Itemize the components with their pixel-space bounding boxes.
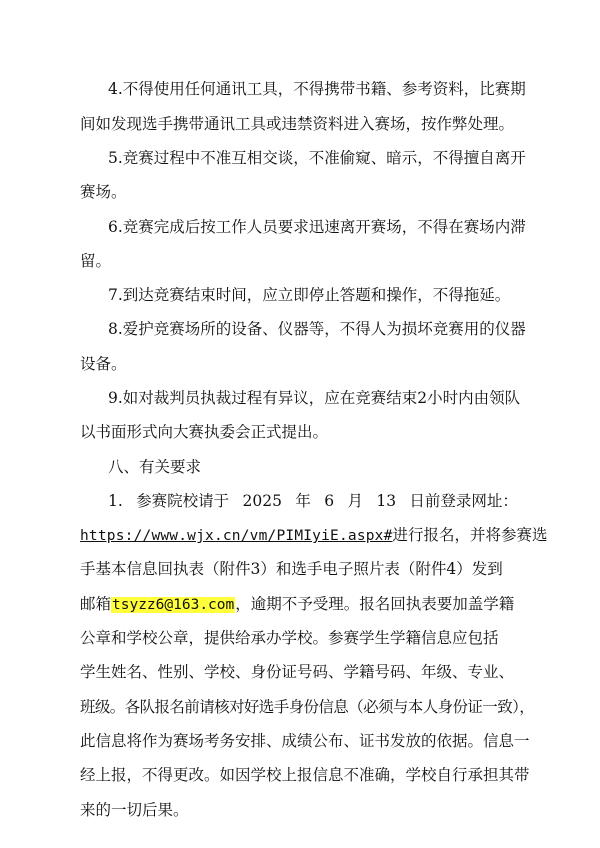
requirement-1-line-3: 手基本信息回执表（附件3）和选手电子照片表（附件4）发到	[80, 560, 503, 578]
requirement-1-line-5: 公章和学校公章，提供给承办学校。参赛学生学籍信息应包括	[80, 629, 499, 647]
after-url-text: 进行报名，并将参赛选	[392, 526, 548, 544]
rule-5-line-2: 赛场。	[80, 183, 127, 201]
requirement-1-line-2	[80, 525, 548, 545]
req-text-b: 年	[295, 492, 311, 510]
rule-9-line-2: 以书面形式向大赛执委会正式提出。	[80, 423, 329, 441]
rule-8-line-1: 8.爱护竞赛场所的设备、仪器等，不得人为损坏竞赛用的仪器	[108, 320, 526, 338]
requirement-1-line-10: 来的一切后果。	[80, 801, 189, 819]
req-text-a: 参赛院校请于	[136, 492, 230, 510]
section-heading: 八、有关要求	[108, 458, 202, 476]
rule-9-line-1: 9.如对裁判员执裁过程有异议，应在竞赛结束2小时内由领队	[108, 389, 521, 407]
req-num: 1.	[108, 492, 123, 510]
rule-4-line-2: 间如发现选手携带通讯工具或违禁资料进入赛场，按作弊处理。	[80, 115, 515, 133]
rule-6-line-1: 6.竞赛完成后按工作人员要求迅速离开赛场，不得在赛场内滞	[108, 218, 526, 236]
req-year: 2025	[242, 492, 282, 510]
requirement-1-line-4	[80, 594, 514, 614]
rule-6-line-2: 留。	[80, 252, 112, 270]
rule-5-line-1: 5.竞赛过程中不准互相交谈，不准偷窥、暗示，不得擅自离开	[108, 149, 526, 167]
rule-4-line-1: 4.不得使用任何通讯工具，不得携带书籍、参考资料，比赛期	[108, 80, 526, 98]
email-address[interactable]: tsyzz6@163.com	[112, 597, 235, 613]
req-text-c: 月	[347, 492, 363, 510]
req-day: 13	[376, 492, 397, 510]
requirement-1-line-1	[108, 491, 518, 511]
requirement-1-line-9: 经上报，不得更改。如因学校上报信息不准确，学校自行承担其带	[80, 766, 530, 784]
requirement-1-line-6: 学生姓名、性别、学校、身份证号码、学籍号码、年级、专业、	[80, 663, 515, 681]
requirement-1-line-8: 此信息将作为赛场考务安排、成绩公布、证书发放的依据。信息一	[80, 732, 530, 750]
req-month: 6	[324, 492, 335, 510]
registration-url-link[interactable]: https://www.wjx.cn/vm/PIMIyiE.aspx#	[80, 528, 393, 544]
req-text-d: 日前登录网址：	[409, 492, 518, 510]
rule-7-line-1: 7.到达竞赛结束时间，应立即停止答题和操作，不得拖延。	[108, 286, 511, 304]
mail-suffix: ，逾期不予受理。报名回执表要加盖学籍	[235, 595, 515, 613]
mail-prefix: 邮箱	[80, 595, 112, 613]
rule-8-line-2: 设备。	[80, 355, 127, 373]
requirement-1-line-7: 班级。各队报名前请核对好选手身份信息（必须与本人身份证一致），	[80, 698, 535, 716]
